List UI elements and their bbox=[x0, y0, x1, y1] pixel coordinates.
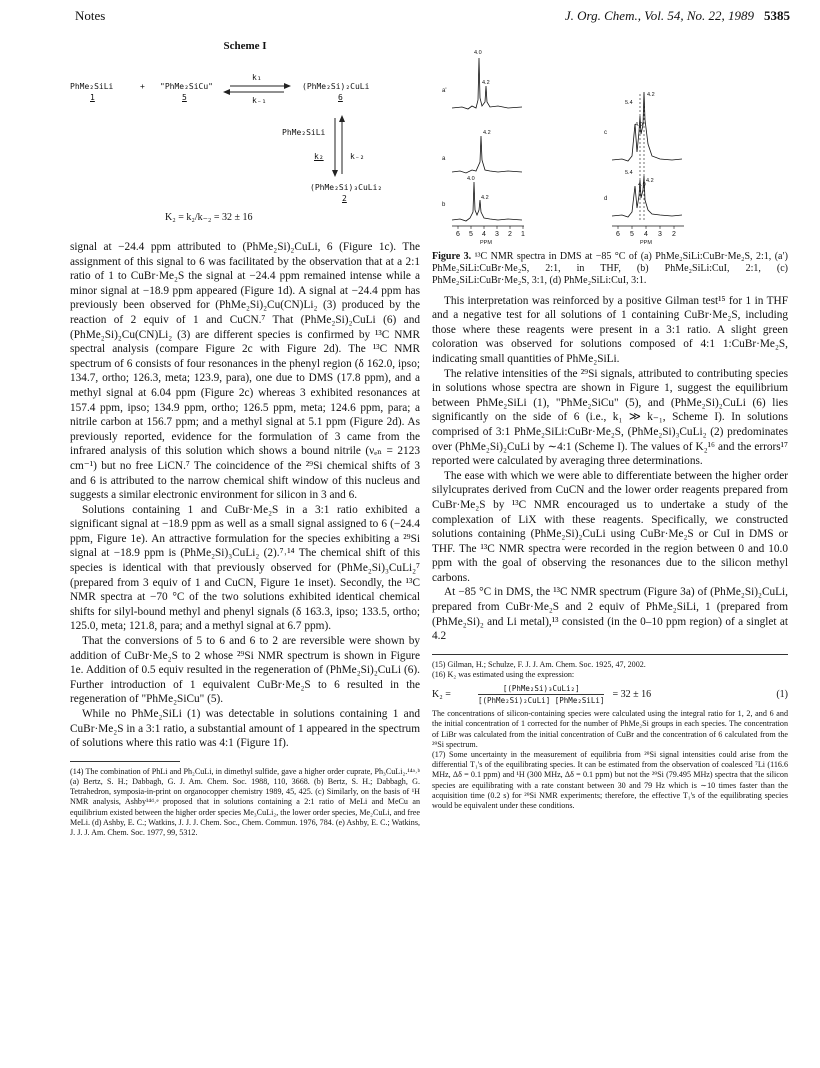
body-paragraph: That the conversions of 5 to 6 and 6 to 2 are reversible were shown by addition of CuBr·Me₂S to 2 whose ²⁹Si NMR spectrum is shown in Figure 1e. Addition of 0.5 equiv resulted in the regeneration of (PhMe₂Si)₂CuLi (6). Further introduction of 1 equivalent CuBr·Me₂S to 6 resulted in the regeneration of "PhMe₂SiCu" (5). bbox=[70, 635, 420, 706]
peak-label: 5.4 bbox=[625, 100, 633, 106]
peak-label: 4.2 bbox=[483, 130, 491, 136]
spectrum-label: a bbox=[442, 156, 446, 162]
reactant-2-number: 5 bbox=[182, 93, 187, 102]
product-2-number: 2 bbox=[342, 194, 347, 203]
page-number: 5385 bbox=[764, 8, 790, 23]
peak-label: 5.4 bbox=[625, 170, 633, 176]
body-paragraph: At −85 °C in DMS, the ¹³C NMR spectrum (Figure 3a) of (PhMe₂Si)₂CuLi, prepared from CuBr·Me₂S and 2 equiv of PhMe₂SiLi, 1 (prepared from (PhMe₂Si)₂ and Li metal),¹³ consisted (in the 0–10 ppm region) of a singlet at 4.2 bbox=[432, 586, 788, 643]
footnote-divider bbox=[432, 654, 788, 655]
k-minus-2-label: k₋₂ bbox=[350, 152, 365, 161]
figure-caption-text: ¹³C NMR spectra in DMS at −85 °C of (a) PhMe₂SiLi:CuBr·Me₂S, 2:1, (a′) PhMe₂SiLi:CuBr·Me₂S, 2:1, in THF, (b) PhMe₂SiLi:CuI, 2:1, (c) PhMe₂SiLi:CuBr·Me₂S, 3:1, (d) PhMe₂SiLi:CuI, 3:1. bbox=[432, 251, 788, 287]
footnote-16: (16) K₂ was estimated using the expression: bbox=[432, 670, 575, 680]
spectrum-label: d bbox=[604, 196, 608, 202]
peak-label: 4.0 bbox=[467, 176, 475, 182]
k-minus-1-label: k₋₁ bbox=[252, 96, 267, 105]
axis-tick-label: 1 bbox=[521, 231, 525, 238]
reagent-label: PhMe₂SiLi bbox=[282, 128, 326, 137]
scheme-arrows bbox=[70, 40, 420, 240]
body-paragraph: The ease with which we were able to differentiate between the higher order silylcuprates derived from CuCN and the lower order reagents prepared from CuBr·Me₂S by ¹³C NMR encouraged us to undertake a study of the complexation of LiX with these reagents. Specifically, we constructed solutions containing (PhMe₂Si)₂CuLi using CuBr·Me₂S or CuI in DMS or THF. The ¹³C NMR spectra were recorded in the region between 0 and 10.0 ppm with the goal of observing the resonances due to the silicon methyl carbons. bbox=[432, 469, 788, 584]
spectrum-a bbox=[452, 136, 522, 173]
body-paragraph: The relative intensities of the ²⁹Si signals, attributed to contributing species in solutions whose spectra are shown in Figure 1, suggest the equilibrium between PhMe₂SiLi (1), "PhMe₂SiCu" (5), and (PhMe₂Si)₂CuLi (6) lies significantly on the side of 6 (i.e., k₁ ≫ k₋₁, Scheme I). In solutions comprised of 3:1 PhMe₂SiLi:CuBr·Me₂S, (PhMe₂Si)₃CuLi₂ (2) predominates over (PhMe₂Si)₂CuLi by ∼4:1 (Scheme I). The values of K₂¹⁶ and the errors¹⁷ reported were calculated by averaging three determinations. bbox=[432, 367, 788, 468]
axis-tick-label: 2 bbox=[508, 231, 512, 238]
body-paragraph: While no PhMe₂SiLi (1) was detectable in solutions containing 1 and CuBr·Me₂S in a 3:1 ratio, a substantial amount of 1 appeared in the spectrum of solutions where this ratio was 4:1 (Figure 1f). bbox=[70, 708, 420, 750]
product-6-number: 6 bbox=[338, 93, 343, 102]
product-2: (PhMe₂Si)₃CuLi₂ bbox=[310, 183, 383, 192]
spectrum-label: a' bbox=[442, 88, 447, 94]
peak-label: 4.0 bbox=[638, 182, 646, 188]
equation-fraction bbox=[478, 684, 604, 705]
spectrum-label: c bbox=[604, 130, 607, 136]
peak-label: 4.0 bbox=[635, 122, 643, 128]
equation-1 bbox=[432, 684, 788, 705]
plus-sign: + bbox=[140, 82, 145, 91]
body-paragraph: This interpretation was reinforced by a positive Gilman test¹⁵ for 1 in THF and a negative test for all solutions of 1 containing CuBr·Me₂S, including those where these reagents were present in a 3:1 ratio. A slight green coloration was observed for solutions composed of 4:1 1:CuBr·Me₂S, indicating small quantities of PhMe₂SiLi. bbox=[432, 294, 788, 365]
scheme-title: Scheme I bbox=[223, 40, 267, 52]
equation-denominator: [(PhMe₂Si)₂CuLi] [PhMe₂SiLi] bbox=[478, 696, 605, 706]
peak-label: 4.0 bbox=[474, 50, 482, 56]
footnote-16-continued: The concentrations of silicon-containing species were calculated using the integral ratio for 1, 2, and 6 and the initial concentration of 1 corrected for the number of PhMe₂Si groups in each species. The concentration of LiBr was calculated from the initial concentration of CuBr and the concentration of 6 calculated from the ²⁹Si spectrum. bbox=[432, 709, 788, 749]
axis-tick-label: 6 bbox=[456, 231, 460, 238]
forward-arrowhead bbox=[284, 83, 291, 89]
footnote-15: (15) Gilman, H.; Schulze, F. J. J. Am. Chem. Soc. 1925, 47, 2002. bbox=[432, 659, 646, 669]
figure-3-spectra bbox=[432, 40, 788, 245]
equilibrium-constant: K₂ = k₂/k₋₂ = 32 ± 16 bbox=[165, 212, 253, 223]
footnote-17: (17) Some uncertainty in the measurement of equilibria from ²⁹Si signal intensities could arise from the differential T₁'s of the equilibrating species. It can be estimated from the observation of coalesced ⁷Li (116.6 MHz, Δδ = 0.1 ppm) and ¹H (300 MHz, Δδ = 0.1 ppm) but not the ²⁹Si (79.495 MHz) spectra that the silicon species are equilibrating with a rate constant between 30 and 79 Hz which is ∼10 times faster than the acquisition time (0.2 s) for ²⁹Si NMR experiments; therefore, the effective T₁'s of the equilibrating species would be equivalent under these conditions. bbox=[432, 750, 788, 811]
reverse-arrowhead bbox=[223, 89, 230, 95]
k1-label: k₁ bbox=[252, 73, 262, 82]
reactant-1-number: 1 bbox=[90, 93, 95, 102]
axis-tick-label: 3 bbox=[495, 231, 499, 238]
equation-numerator: [(PhMe₂Si)₃CuLi₂] bbox=[478, 684, 604, 695]
scheme-1 bbox=[70, 40, 420, 240]
body-paragraph: Solutions containing 1 and CuBr·Me₂S in a 3:1 ratio exhibited a significant signal at −18.9 ppm as well as a small signal assigned to 6 (−24.4 ppm, Figure 1e). An attractive formulation for the species exhibiting a ²⁹Si signal at −18.9 ppm is (PhMe₂Si)₃CuLi₂ (2).⁷˒¹⁴ The chemical shift of this species is identical with that previously observed for (PhMe₂Si)₃CuLi₂⁷ (prepared from 3 equiv of 1 and CuCN, Figure 1e inset). Secondly, the ¹³C NMR spectra at −70 °C of the two solutions exhibited identical chemical shifts for silyl-bound methyl and phenyl signals (δ 163.3, ipso; 133.5, ortho; 125.0, meta; 121.8, para; and a methyl signal at 6.7 ppm). bbox=[70, 503, 420, 633]
spectrum-b bbox=[452, 182, 522, 221]
axis-tick-label: 3 bbox=[658, 231, 662, 238]
peak-label: 4.2 bbox=[647, 92, 655, 98]
spectrum-c bbox=[612, 92, 682, 161]
reactant-1: PhMe₂SiLi bbox=[70, 82, 114, 91]
peak-label: 4.2 bbox=[646, 178, 654, 184]
axis-tick-label: 2 bbox=[672, 231, 676, 238]
axis-unit-label: PPM bbox=[640, 240, 652, 245]
footnote-divider bbox=[70, 761, 180, 762]
equation-label: (1) bbox=[776, 689, 788, 701]
product-6: (PhMe₂Si)₂CuLi bbox=[302, 82, 370, 91]
right-column bbox=[432, 40, 788, 811]
axis-tick-label: 5 bbox=[469, 231, 473, 238]
left-column bbox=[70, 40, 420, 838]
axis-tick-label: 4 bbox=[482, 231, 486, 238]
reactant-2: "PhMe₂SiCu" bbox=[160, 82, 213, 91]
nmr-spectra-plot bbox=[432, 40, 788, 245]
axis-tick-label: 5 bbox=[630, 231, 634, 238]
axis-tick-label: 6 bbox=[616, 231, 620, 238]
running-header-section: Notes bbox=[75, 8, 106, 23]
k2-label: k₂ bbox=[314, 152, 324, 161]
figure-caption bbox=[432, 251, 788, 288]
peak-label: 4.2 bbox=[482, 80, 490, 86]
spectrum-label: b bbox=[442, 202, 446, 208]
equation-lhs: K₂ = bbox=[432, 689, 451, 701]
running-header-journal bbox=[565, 8, 790, 24]
peak-label: 4.2 bbox=[481, 195, 489, 201]
figure-caption-label: Figure 3. bbox=[432, 251, 472, 262]
axis-tick-label: 4 bbox=[644, 231, 648, 238]
down-arrowhead bbox=[332, 170, 338, 177]
journal-citation: J. Org. Chem., Vol. 54, No. 22, 1989 bbox=[564, 8, 754, 23]
footnote-14: (14) The combination of PhLi and Ph₂CuLi, in dimethyl sulfide, gave a higher order cuprate, Ph₃CuLi₂.¹⁴ᵃ˒ᵇ (a) Bertz, S. H.; Dabbagh, G. J. Am. Chem. Soc. 1988, 110, 3668. (b) Bertz, S. H.; Dabbagh, G. Tetrahedron, symposia-in-print on organocopper chemistry 1989, 45, 425. (c) Similarly, on the basis of ¹H NMR analysis, Ashby¹⁴ᵈ˒ᵉ proposed that in solutions containing a 2:1 ratio of MeLi and MeCu an equilibrium existed between the higher order species Me₃CuLi₂, the lower order species, Me₂CuLi, and free MeLi. (d) Ashby, E. C.; Watkins, J. J. J. Chem. Soc., Chem. Commun. 1976, 784. (e) Ashby, E. C.; Watkins, J. J. J. Am. Chem. Soc. 1977, 99, 5312. bbox=[70, 766, 420, 837]
equation-rhs: = 32 ± 16 bbox=[612, 689, 652, 701]
axis-unit-label: PPM bbox=[480, 240, 492, 245]
up-arrowhead bbox=[339, 115, 345, 122]
body-paragraph: signal at −24.4 ppm attributed to (PhMe₂Si)₂CuLi, 6 (Figure 1c). The assignment of this signal to 6 was facilitated by the observation that at a 2:1 ratio of 1 to CuBr·Me₂S the signal at −24.4 ppm remained intense while a minor signal at −18.9 ppm appeared (Figure 1d). A signal at −24.4 ppm has previously been observed for (PhMe₂Si)₂Cu(CN)Li₂ (3) produced by the reaction of 2 equiv of 1 and CuCN.⁷ That (PhMe₂Si)₂CuLi (6) and (PhMe₂Si)₂Cu(CN)Li₂ (3) are different species is confirmed by ¹³C NMR spectral analysis (compare Figure 2c with Figure 2d). The ¹³C NMR spectrum of 6 consists of four resonances in the phenyl region (δ 162.0, ipso; 134.7, ortho; 126.3, meta; 123.9, para), one due to DMS (17.8 ppm), and a methyl signal at 6.04 ppm (Figure 2c) whereas 3 exhibited resonances at 157.4 ppm, ipso; 134.9 ppm, ortho; 126.5 ppm, meta; 124.6 ppm, para; a nitrile carbon at 156.7 ppm; and a methyl signal at 5.1 ppm (Figure 2d). As previously reported, evidence for the formulation of 3 came from the infrared analysis of this solution which shows a bound nitrile (νₑₙ = 2123 cm⁻¹) but no free LiCN.⁷ The coincidence of the ²⁹Si chemical shifts of 3 and 6 is attributed to the narrow chemical shift window of this nucleus and suggests a similar electronic environment for silicon in 3 and 6. bbox=[70, 241, 420, 502]
